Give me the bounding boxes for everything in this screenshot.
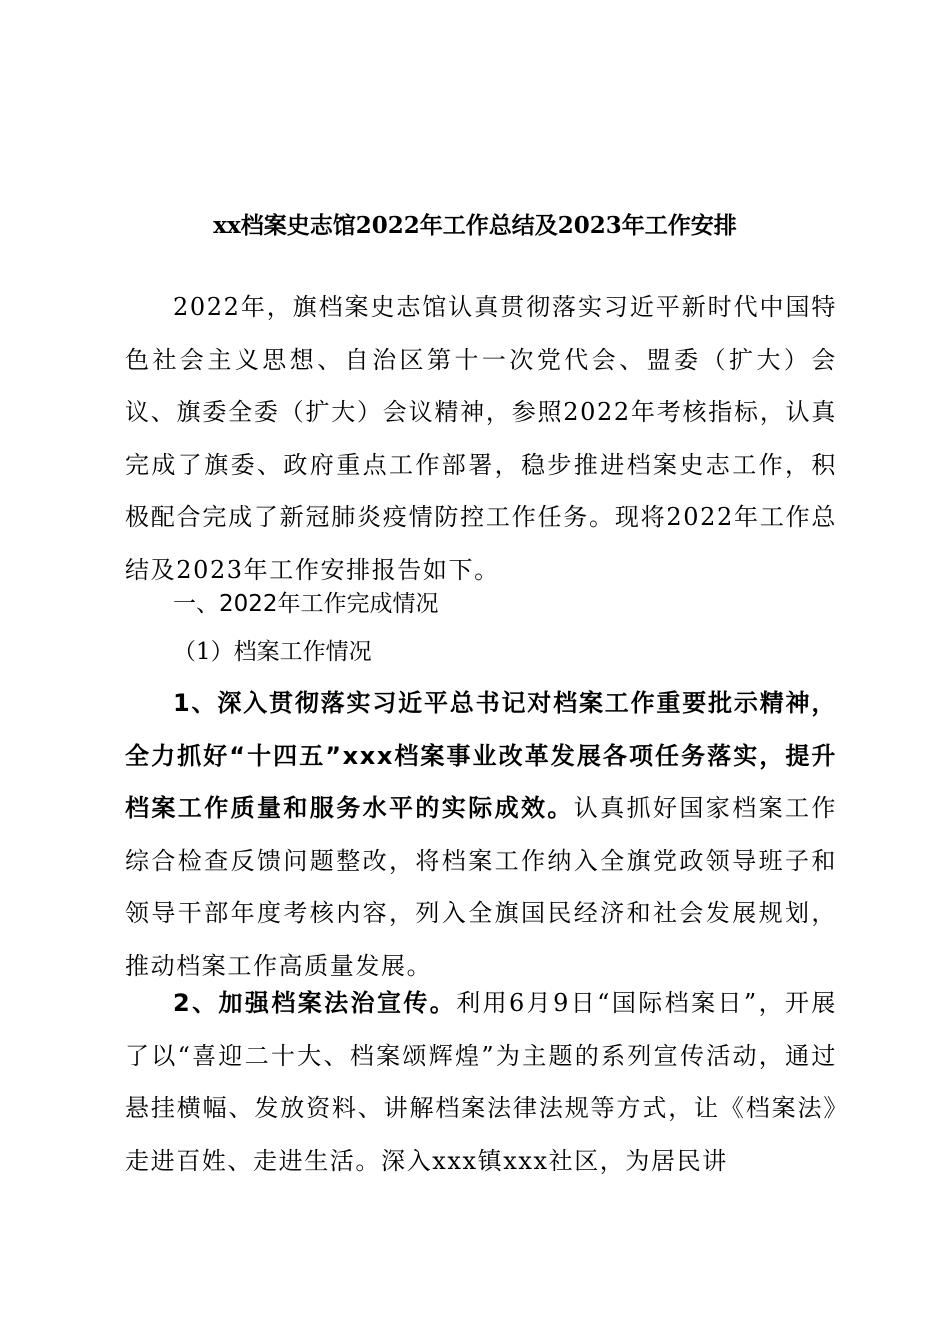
item-2-lead: 2、加强档案法治宣传。 xyxy=(173,989,457,1017)
item-1-lead: 1、深入贯彻落实习近平总书记对档案工作重要批示精神，全力抓好“十四五”xxx档案事业改革发展各项任务落实，提升档案工作质量和服务水平的实际成效。 xyxy=(125,689,837,823)
item-1-body: 认真抓好国家档案工作综合检查反馈问题整改，将档案工作纳入全旗党政领导班子和领导干部年度考核内容，列入全旗国民经济和社会发展规划，推动档案工作高质量发展。 xyxy=(125,794,837,980)
item-2-body: 利用6月9日“国际档案日”，开展了以“喜迎二十大、档案颂辉煌”为主题的系列宣传活动，通过悬挂横幅、发放资料、讲解档案法律法规等方式，让《档案法》走进百姓、走进生活。深入xxx镇xxx社区，为居民讲 xyxy=(125,989,837,1175)
item-1-paragraph xyxy=(125,677,837,993)
subsection-heading-archive-work: （1）档案工作情况 xyxy=(173,639,372,665)
item-2-paragraph xyxy=(125,977,837,1187)
intro-paragraph: 2022年，旗档案史志馆认真贯彻落实习近平新时代中国特色社会主义思想、自治区第十一次党代会、盟委（扩大）会议、旗委全委（扩大）会议精神，参照2022年考核指标，认真完成了旗委、政府重点工作部署，稳步推进档案史志工作，积极配合完成了新冠肺炎疫情防控工作任务。现将2022年工作总结及2023年工作安排报告如下。 xyxy=(125,293,837,584)
section-heading-2022-work: 一、2022年工作完成情况 xyxy=(173,591,439,617)
document-title: xx档案史志馆2022年工作总结及2023年工作安排 xyxy=(213,212,737,239)
